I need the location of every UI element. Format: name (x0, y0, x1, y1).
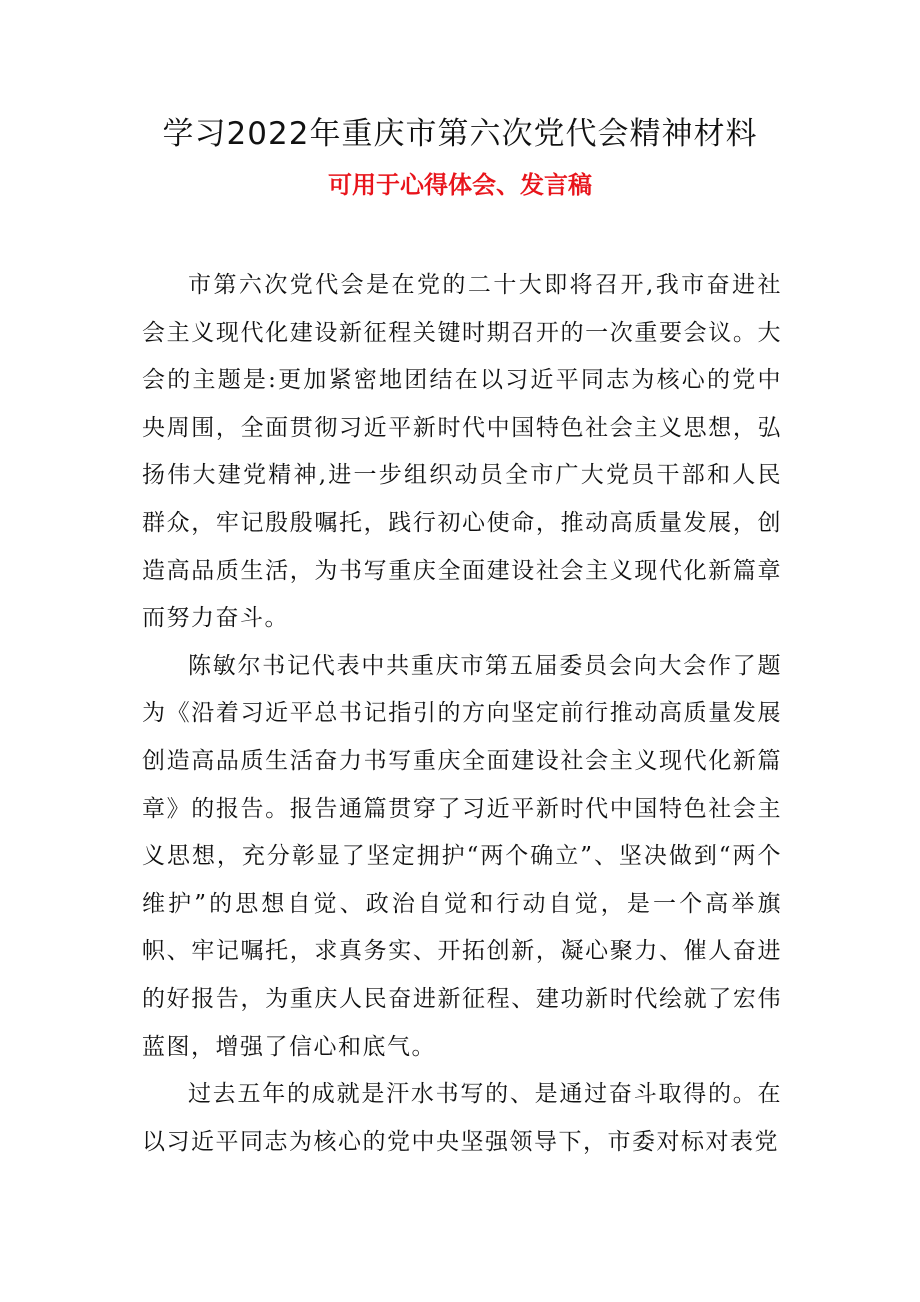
paragraph-2: 陈敏尔书记代表中共重庆市第五届委员会向大会作了题为《沿着习近平总书记指引的方向坚定前行推动高质量发展创造高品质生活奋力书写重庆全面建设社会主义现代化新篇章》的报告。报告通篇贯穿了习近平新时代中国特色社会主义思想，充分彰显了坚定拥护“两个确立”、坚决做到“两个维护”的思想自觉、政治自觉和行动自觉，是一个高举旗帜、牢记嘱托，求真务实、开拓创新，凝心聚力、催人奋进的好报告，为重庆人民奋进新征程、建功新时代绘就了宏伟蓝图，增强了信心和底气。 (142, 652, 782, 1060)
document-title: 学习2022年重庆市第六次党代会精神材料 (162, 116, 758, 152)
document-subtitle: 可用于心得体会、发言稿 (328, 171, 592, 199)
document-body (142, 262, 782, 1166)
paragraph-3: 过去五年的成就是汗水书写的、是通过奋斗取得的。在以习近平同志为核心的党中央坚强领导下，市委对标对表党 (142, 1081, 782, 1155)
paragraph-1: 市第六次党代会是在党的二十大即将召开,我市奋进社会主义现代化建设新征程关键时期召开的一次重要会议。大会的主题是:更加紧密地团结在以习近平同志为核心的党中央周围，全面贯彻习近平新时代中国特色社会主义思想，弘扬伟大建党精神,进一步组织动员全市广大党员干部和人民群众，牢记殷殷嘱托，践行初心使命，推动高质量发展，创造高品质生活，为书写重庆全面建设社会主义现代化新篇章而努力奋斗。 (142, 272, 782, 632)
